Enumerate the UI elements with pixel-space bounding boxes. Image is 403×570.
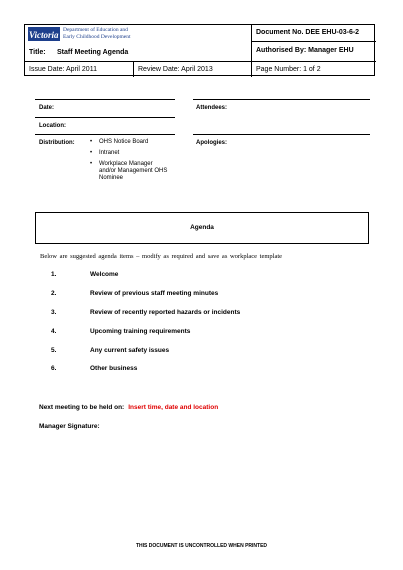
distribution-item: • Workplace Manager and/or Management OHS Nominee <box>90 161 170 182</box>
agenda-item-text: Review of recently reported hazards or incidents <box>90 309 241 316</box>
agenda-item-number: 3. <box>51 309 57 316</box>
issue-date: Issue Date: April 2011 <box>29 66 97 73</box>
distribution-list <box>90 139 170 186</box>
attendees-label: Attendees: <box>196 105 228 111</box>
agenda-item-text: Any current safety issues <box>90 347 170 354</box>
agenda-item <box>0 347 403 357</box>
agenda-item-number: 1. <box>51 271 57 278</box>
authorised-by-cell <box>251 42 376 61</box>
agenda-item <box>0 309 403 319</box>
agenda-heading-box <box>35 212 369 244</box>
logo-dept-line2: Early Childhood Development <box>63 33 131 40</box>
logo-wordmark: Victoria <box>29 30 59 40</box>
document-header <box>24 24 375 76</box>
agenda-item-number: 4. <box>51 328 57 335</box>
divider-date-top <box>35 99 175 100</box>
page-number: Page Number: 1 of 2 <box>256 66 321 73</box>
distribution-label: Distribution: <box>39 140 75 146</box>
title-label: Title: <box>29 49 46 56</box>
location-label: Location: <box>39 123 66 129</box>
agenda-item <box>0 328 403 338</box>
agenda-item <box>0 271 403 281</box>
next-meeting <box>39 404 218 412</box>
agenda-item <box>0 365 403 375</box>
review-date: Review Date: April 2013 <box>138 66 213 73</box>
agenda-item-text: Other business <box>90 365 138 372</box>
distribution-item: • Intranet <box>90 150 170 157</box>
issue-date-cell <box>25 61 133 77</box>
document-title: Staff Meeting Agenda <box>57 49 129 56</box>
divider-apologies-top <box>193 134 370 135</box>
agenda-heading: Agenda <box>190 224 214 231</box>
victoria-logo <box>28 27 60 41</box>
agenda-item-text: Review of previous staff meeting minutes <box>90 290 219 297</box>
logo-dept-line1: Department of Education and <box>63 27 128 33</box>
footer-notice: THIS DOCUMENT IS UNCONTROLLED WHEN PRINTED <box>135 543 268 549</box>
divider-distribution-top <box>35 134 175 135</box>
agenda-item-number: 5. <box>51 347 57 354</box>
logo-cell <box>25 25 251 43</box>
document-number-cell <box>251 25 376 42</box>
next-meeting-label: Next meeting to be held on: <box>39 404 125 411</box>
title-cell <box>25 43 251 61</box>
agenda-item <box>0 290 403 300</box>
agenda-item-number: 2. <box>51 290 57 297</box>
agenda-item-text: Welcome <box>90 271 119 278</box>
divider-location-top <box>35 117 175 118</box>
date-label: Date: <box>39 105 55 111</box>
divider-attendees-top <box>193 99 370 100</box>
agenda-item-number: 6. <box>51 365 57 372</box>
agenda-item-text: Upcoming training requirements <box>90 328 191 335</box>
manager-signature-label: Manager Signature: <box>39 423 100 430</box>
authorised-by: Authorised By: Manager EHU <box>256 47 354 54</box>
review-date-cell <box>133 61 251 77</box>
apologies-label: Apologies: <box>196 140 227 146</box>
distribution-item: • OHS Notice Board <box>90 139 170 146</box>
document-number: Document No. DEE EHU-03-6-2 <box>256 29 360 36</box>
page-number-cell <box>251 61 376 77</box>
agenda-intro: Below are suggested agenda items – modify as required and save as workplace template <box>40 253 283 260</box>
logo-department <box>63 27 131 40</box>
next-meeting-placeholder[interactable]: Insert time, date and location <box>128 404 219 411</box>
